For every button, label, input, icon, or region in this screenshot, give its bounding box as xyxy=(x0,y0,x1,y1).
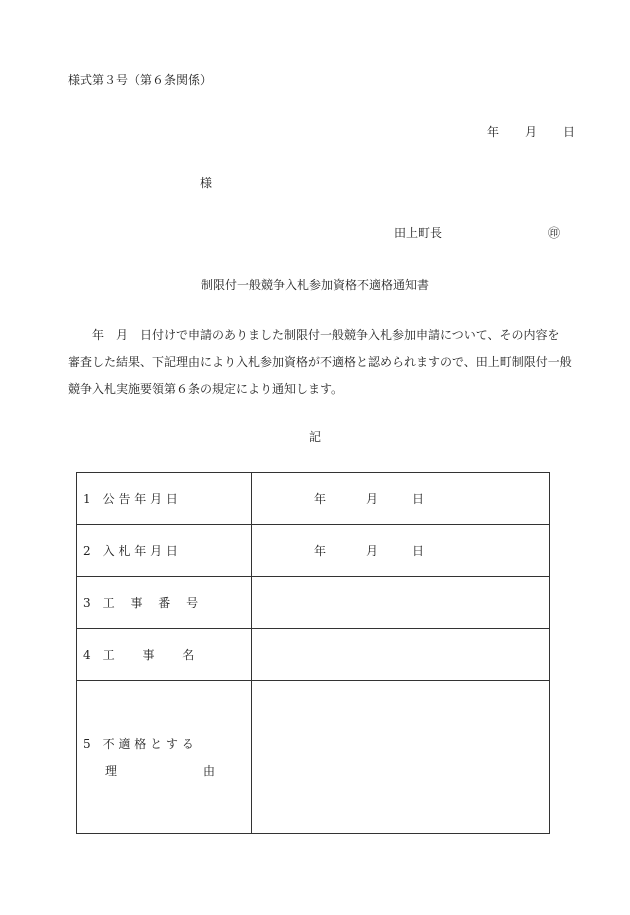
body-line-2: 審査した結果、下記理由により入札参加資格が不適格と認められますので、田上町制限付一般 xyxy=(68,355,572,369)
sender-name: 田上町長 xyxy=(394,226,443,240)
addressee: 様 xyxy=(200,176,213,190)
label-bid-date: 2 入 札 年 月 日 xyxy=(77,525,252,577)
table-row-project-name xyxy=(77,629,550,681)
ki-heading: 記 xyxy=(308,430,321,444)
bid-day: 日 xyxy=(412,544,425,558)
table-row-reason xyxy=(77,681,550,834)
issue-date xyxy=(487,123,575,140)
value-notice-date xyxy=(252,473,550,525)
value-project-name xyxy=(252,629,550,681)
notice-month: 月 xyxy=(366,492,379,506)
details-table xyxy=(76,472,550,834)
body-line-3: 競争入札実施要領第６条の規定により通知します。 xyxy=(68,382,344,396)
seal-mark: ㊞ xyxy=(548,226,561,240)
bid-year: 年 xyxy=(314,544,327,558)
table-row-bid-date xyxy=(77,525,550,577)
label-reason xyxy=(77,681,252,834)
date-day: 日 xyxy=(563,125,576,139)
label-project-name: 4 工 事 名 xyxy=(77,629,252,681)
notice-day: 日 xyxy=(412,492,425,506)
value-project-number xyxy=(252,577,550,629)
label-notice-date: 1 公 告 年 月 日 xyxy=(77,473,252,525)
body-line-1: 年 月 日付けで申請のありました制限付一般競争入札参加申請について、その内容を xyxy=(68,328,560,342)
label-reason-line-2 xyxy=(83,762,251,779)
document-title: 制限付一般競争入札参加資格不適格通知書 xyxy=(200,278,429,292)
value-reason xyxy=(252,681,550,834)
table-row-project-number xyxy=(77,577,550,629)
body-text xyxy=(68,322,588,403)
date-month: 月 xyxy=(525,125,538,139)
label-project-number: 3 工 事 番 号 xyxy=(77,577,252,629)
label-reason-yu: 由 xyxy=(203,764,216,778)
value-bid-date xyxy=(252,525,550,577)
table-row-notice-date xyxy=(77,473,550,525)
date-year: 年 xyxy=(487,125,500,139)
notice-year: 年 xyxy=(314,492,327,506)
label-reason-ri: 理 xyxy=(105,764,118,778)
form-number: 様式第３号（第６条関係） xyxy=(68,73,213,87)
label-reason-line-1: 5 不 適 格 と す る xyxy=(83,737,194,751)
bid-month: 月 xyxy=(366,544,379,558)
